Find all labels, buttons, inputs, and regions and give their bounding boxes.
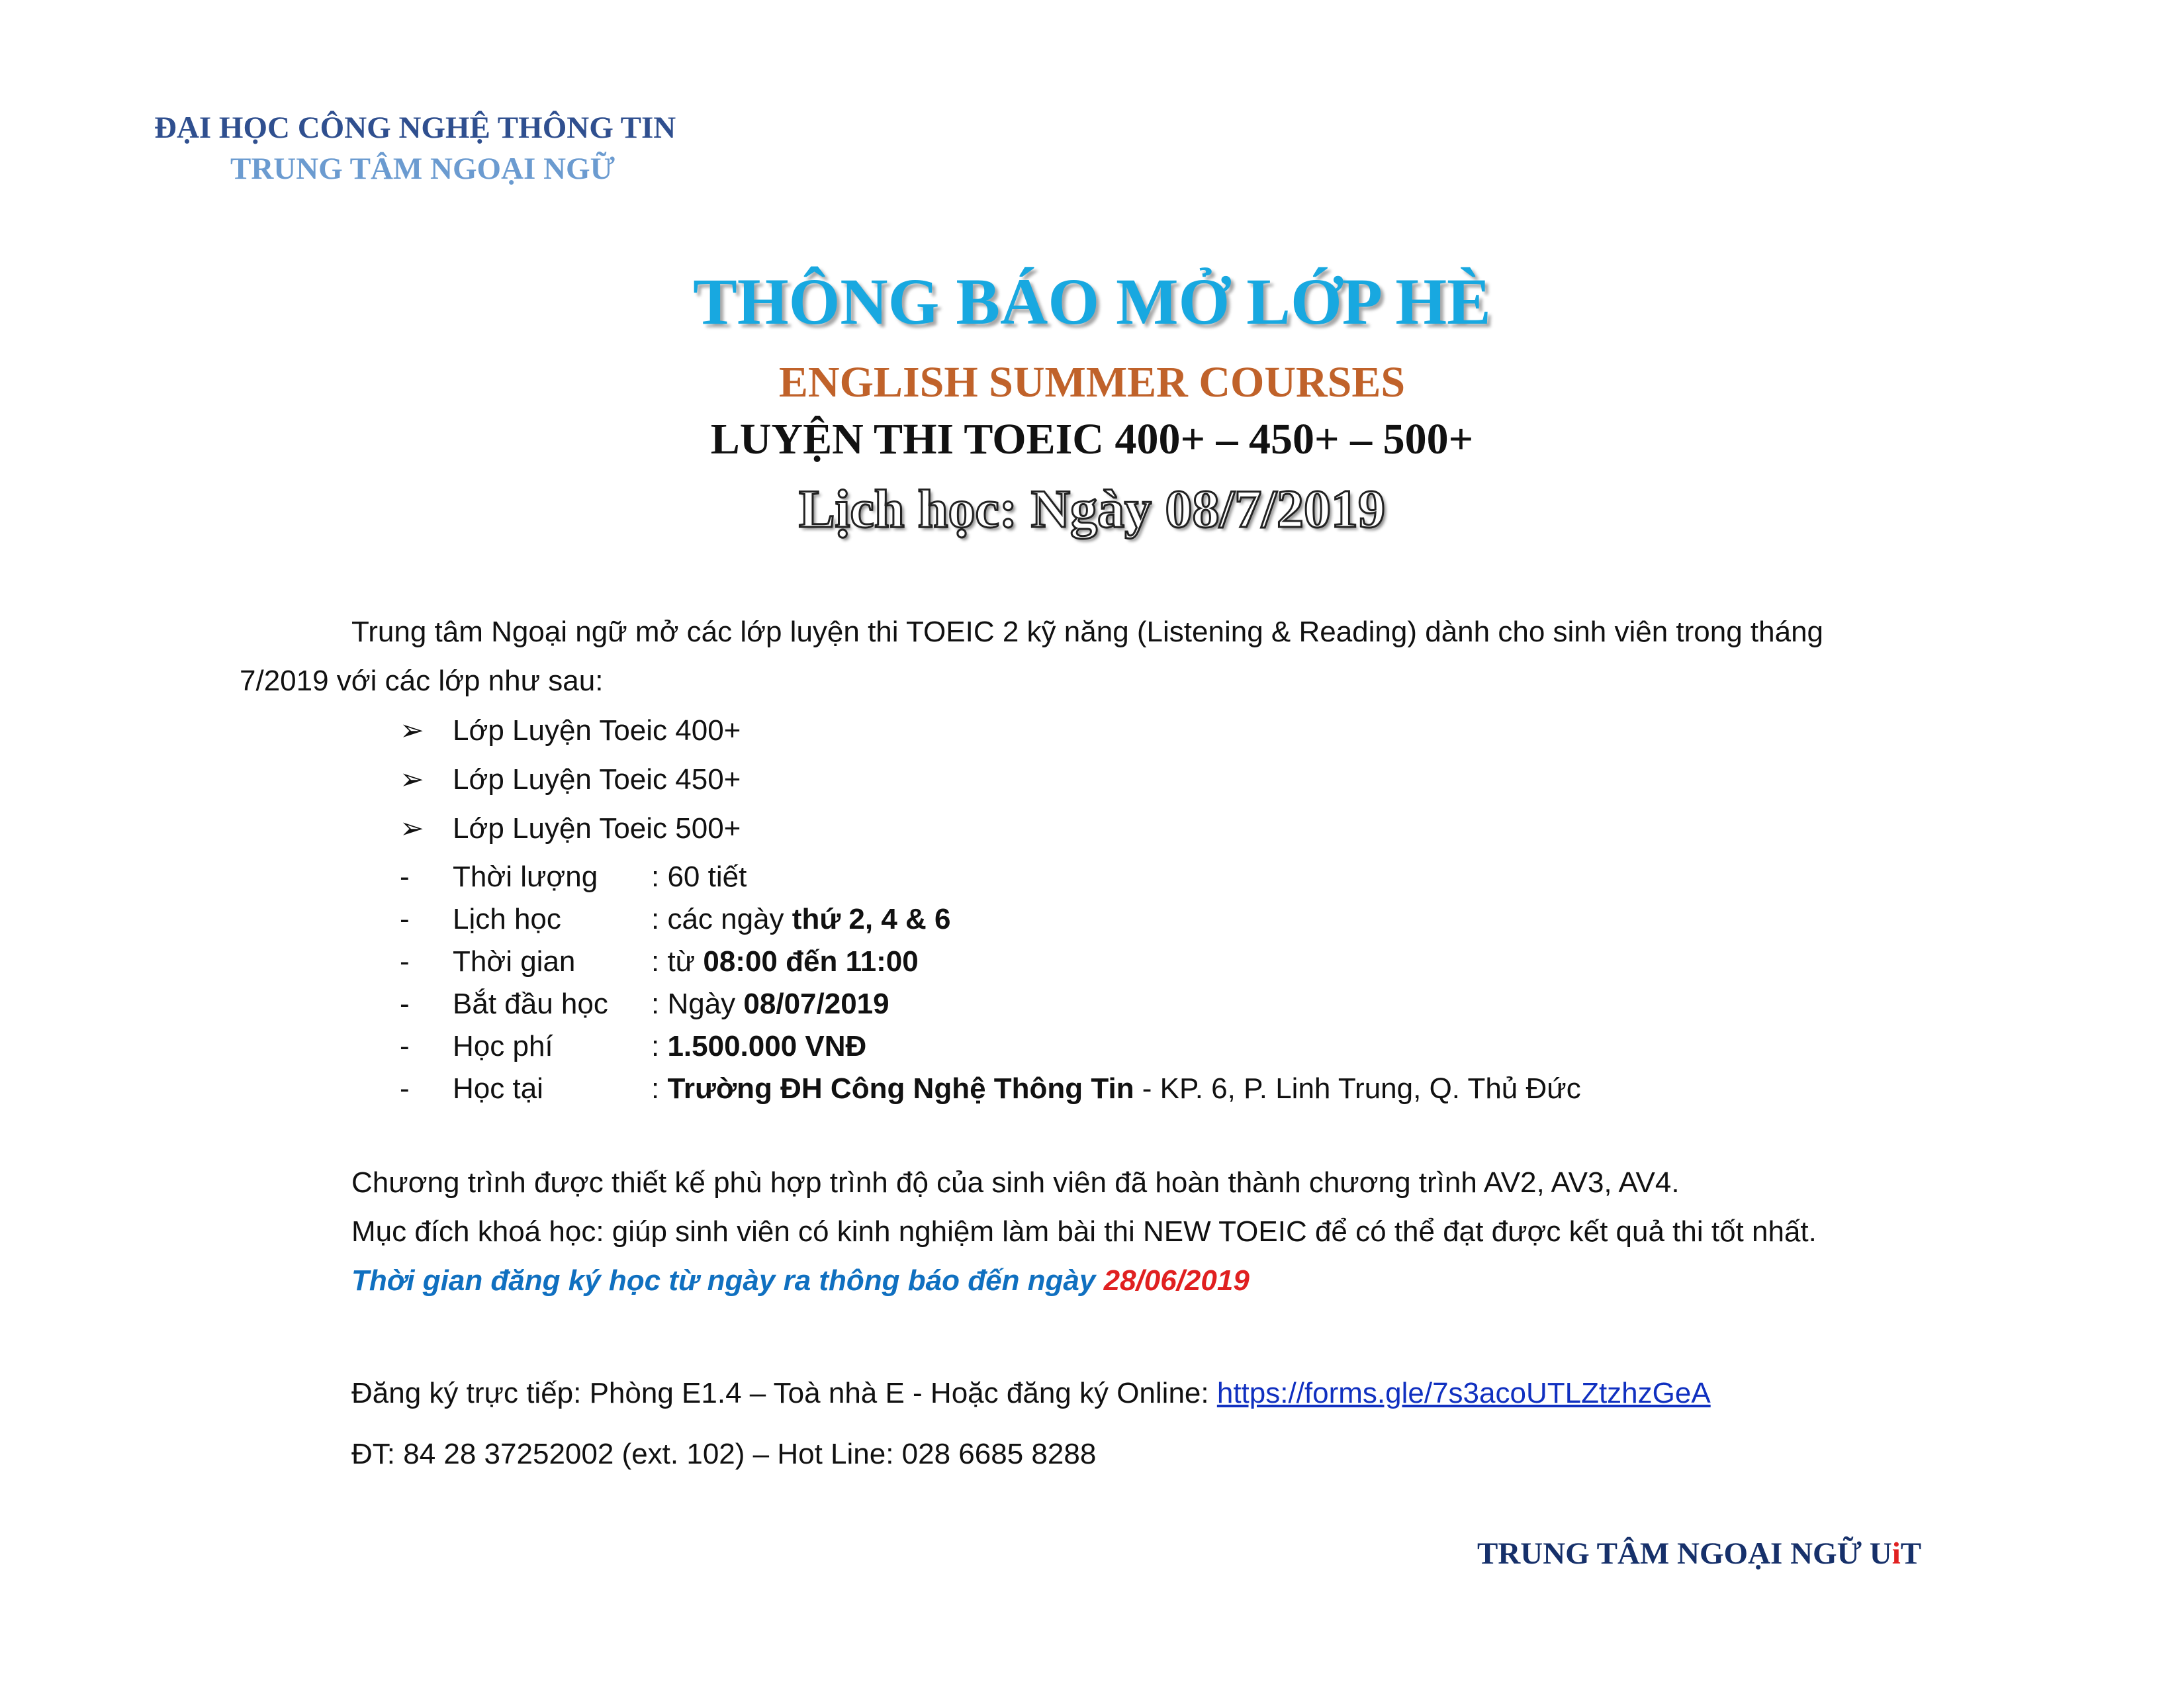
- toeic-levels-heading: LUYỆN THI TOEIC 400+ – 450+ – 500+: [710, 415, 1474, 463]
- class-item: [400, 763, 741, 796]
- detail-sep: :: [651, 861, 668, 893]
- detail-sep: :: [651, 1072, 668, 1105]
- registration-period: [351, 1264, 1250, 1297]
- dash-bullet: -: [400, 988, 410, 1020]
- arrow-bullet-icon: ➢: [400, 812, 424, 845]
- detail-label: Học tại: [453, 1072, 543, 1105]
- detail-prefix: từ: [667, 945, 704, 978]
- detail-sep: :: [651, 903, 668, 935]
- dash-bullet: -: [400, 903, 410, 935]
- detail-sep: :: [651, 1030, 668, 1062]
- dash-bullet: -: [400, 1072, 410, 1105]
- class-item-label: Lớp Luyện Toeic 450+: [453, 763, 741, 796]
- registration-direct: [351, 1377, 1711, 1410]
- detail-suffix: - KP. 6, P. Linh Trung, Q. Thủ Đức: [1134, 1072, 1581, 1105]
- detail-value: 60 tiết: [667, 861, 747, 893]
- detail-value: 1.500.000 VNĐ: [667, 1030, 867, 1062]
- contact-phone: ĐT: 84 28 37252002 (ext. 102) – Hot Line: 028 6685 8288: [351, 1438, 1097, 1470]
- detail-value: 08:00 đến 11:00: [703, 945, 919, 978]
- intro-line-2: 7/2019 với các lớp như sau:: [240, 665, 604, 697]
- detail-label: Học phí: [453, 1030, 553, 1062]
- class-item: [400, 812, 741, 845]
- page-title: THÔNG BÁO MỞ LỚP HÈ: [693, 265, 1491, 338]
- detail-value: Trường ĐH Công Nghệ Thông Tin: [667, 1072, 1134, 1105]
- detail-fee: [400, 1030, 866, 1063]
- registration-period-text: Thời gian đăng ký học từ ngày ra thông báo đến ngày: [351, 1264, 1104, 1297]
- signature-accent: i: [1891, 1536, 1901, 1571]
- signature: [1477, 1536, 1921, 1571]
- detail-label: Thời gian: [453, 945, 576, 978]
- detail-label: Thời lượng: [453, 861, 598, 893]
- center-name: TRUNG TÂM NGOẠI NGỮ: [230, 152, 615, 186]
- page-subtitle: ENGLISH SUMMER COURSES: [778, 358, 1406, 406]
- program-description: Chương trình được thiết kế phù hợp trình độ của sinh viên đã hoàn thành chương trình AV2, AV3, AV4.: [351, 1166, 1680, 1199]
- signature-end: T: [1900, 1536, 1922, 1571]
- dash-bullet: -: [400, 945, 410, 978]
- detail-label: Lịch học: [453, 903, 561, 935]
- class-item-label: Lớp Luyện Toeic 400+: [453, 714, 741, 747]
- detail-start: [400, 988, 889, 1021]
- detail-location: [400, 1072, 1581, 1105]
- university-name: ĐẠI HỌC CÔNG NGHỆ THÔNG TIN: [154, 111, 676, 145]
- detail-prefix: các ngày: [667, 903, 792, 935]
- intro-line-1: Trung tâm Ngoại ngữ mở các lớp luyện thi TOEIC 2 kỹ năng (Listening & Reading) dành cho sinh viên trong tháng: [351, 616, 1824, 648]
- class-item: [400, 714, 741, 747]
- registration-form-link[interactable]: https://forms.gle/7s3acoUTLZtzhzGeA: [1216, 1377, 1711, 1409]
- signature-text: TRUNG TÂM NGOẠI NGỮ U: [1477, 1536, 1892, 1571]
- arrow-bullet-icon: ➢: [400, 714, 424, 747]
- registration-deadline: 28/06/2019: [1103, 1264, 1250, 1297]
- schedule-heading: Lịch học: Ngày 08/7/2019: [798, 479, 1386, 539]
- detail-sep: :: [651, 988, 668, 1020]
- detail-sep: :: [651, 945, 668, 978]
- detail-prefix: Ngày: [667, 988, 744, 1020]
- arrow-bullet-icon: ➢: [400, 763, 424, 796]
- course-goal: Mục đích khoá học: giúp sinh viên có kinh nghiệm làm bài thi NEW TOEIC để có thể đạt được kết quả thi tốt nhất.: [351, 1215, 1817, 1248]
- dash-bullet: -: [400, 861, 410, 893]
- class-item-label: Lớp Luyện Toeic 500+: [453, 812, 741, 845]
- detail-value: thứ 2, 4 & 6: [792, 903, 951, 935]
- detail-time: [400, 945, 919, 978]
- detail-label: Bắt đầu học: [453, 988, 608, 1020]
- detail-schedule: [400, 903, 951, 936]
- detail-duration: [400, 861, 747, 894]
- dash-bullet: -: [400, 1030, 410, 1062]
- registration-direct-text: Đăng ký trực tiếp: Phòng E1.4 – Toà nhà E - Hoặc đăng ký Online:: [351, 1377, 1217, 1409]
- detail-value: 08/07/2019: [743, 988, 889, 1020]
